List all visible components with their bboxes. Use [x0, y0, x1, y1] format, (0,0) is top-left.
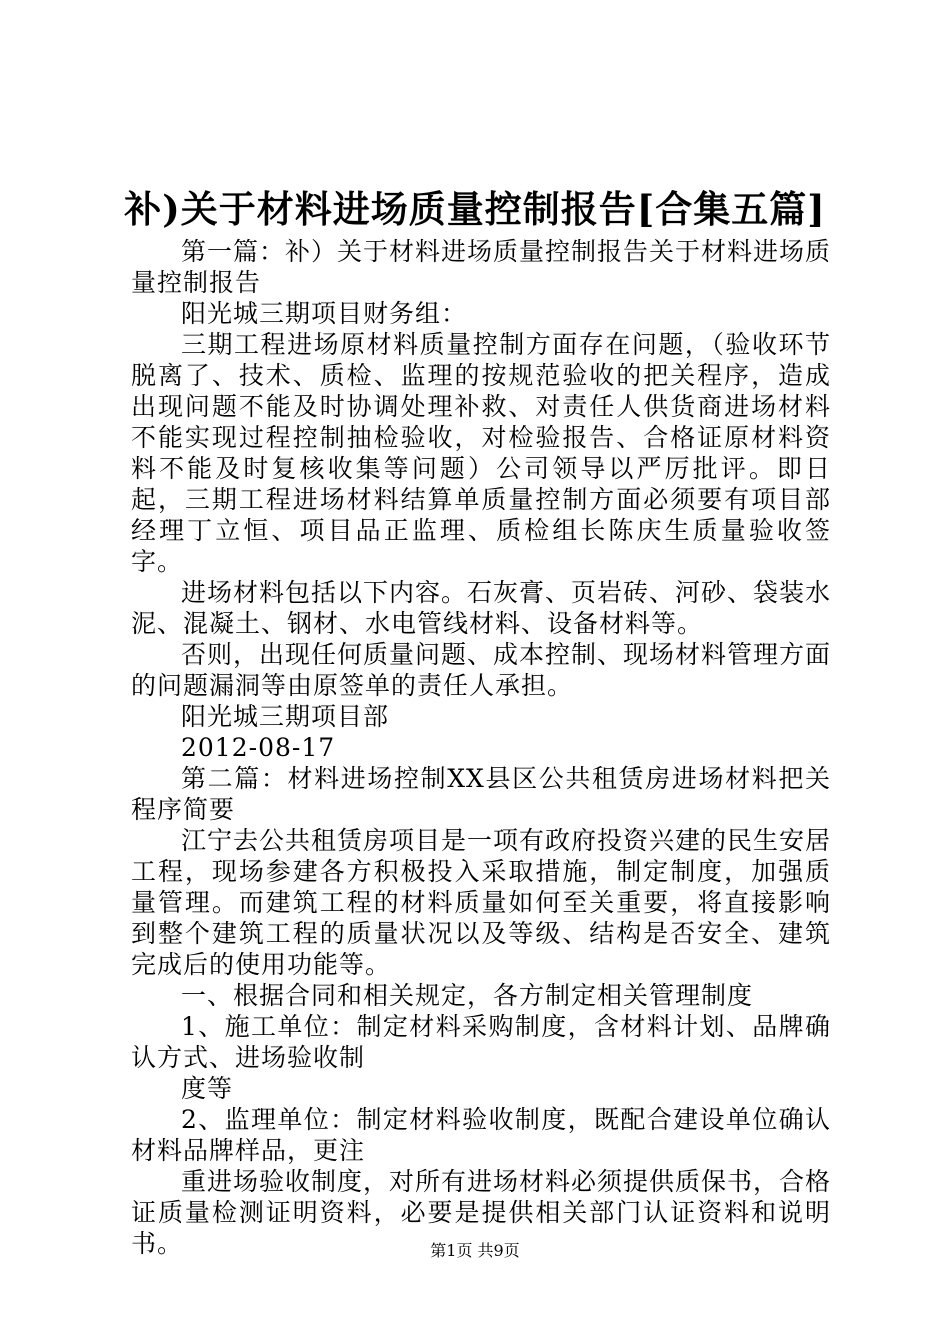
document-title: 补)关于材料进场质量控制报告[合集五篇]: [124, 187, 826, 231]
paragraph: 2、监理单位：制定材料验收制度，既配合建设单位确认材料品牌样品，更注: [131, 1105, 831, 1165]
paragraph: 进场材料包括以下内容。石灰膏、页岩砖、河砂、袋装水泥、混凝土、钢材、水电管线材料、设备材料等。: [131, 578, 832, 638]
paragraph: 三期工程进场原材料质量控制方面存在问题，（验收环节脱离了、技术、质检、监理的按规范验收的把关程序，造成出现问题不能及时协调处理补救、对责任人供货商进场材料不能实现过程控制抽检验收，对检验报告、合格证原材料资料不能及时复核收集等问题）公司领导以严厉批评。即日起，三期工程进场材料结算单质量控制方面必须要有项目部经理丁立恒、项目品正监理、质检组长陈庆生质量验收签字。: [131, 330, 831, 576]
paragraph: 度等: [181, 1074, 234, 1103]
paragraph: 第二篇：材料进场控制XX县区公共租赁房进场材料把关程序简要: [131, 764, 831, 824]
paragraph: 江宁去公共租赁房项目是一项有政府投资兴建的民生安居工程，现场参建各方积极投入采取措施，制定制度，加强质量管理。而建筑工程的材料质量如何至关重要，将直接影响到整个建筑工程的质量状况以及等级、结构是否安全、建筑完成后的使用功能等。: [131, 826, 832, 979]
page-number: 第1页 共9页: [430, 1241, 520, 1260]
paragraph: 一、根据合同和相关规定，各方制定相关管理制度: [181, 981, 754, 1010]
paragraph: 第一篇：补）关于材料进场质量控制报告关于材料进场质量控制报告: [131, 237, 832, 297]
paragraph: 2012-08-17: [181, 733, 336, 762]
paragraph: 1、施工单位：制定材料采购制度，含材料计划、品牌确认方式、进场验收制: [131, 1012, 831, 1072]
document-body: [131, 236, 831, 1259]
paragraph: 阳光城三期项目财务组：: [181, 299, 468, 328]
paragraph: 阳光城三期项目部: [181, 702, 390, 731]
paragraph: 重进场验收制度，对所有进场材料必须提供质保书，合格证质量检测证明资料，必要是提供相关部门认证资料和说明书。: [131, 1167, 832, 1258]
paragraph: 否则，出现任何质量问题、成本控制、现场材料管理方面的问题漏洞等由原签单的责任人承担。: [131, 640, 832, 700]
